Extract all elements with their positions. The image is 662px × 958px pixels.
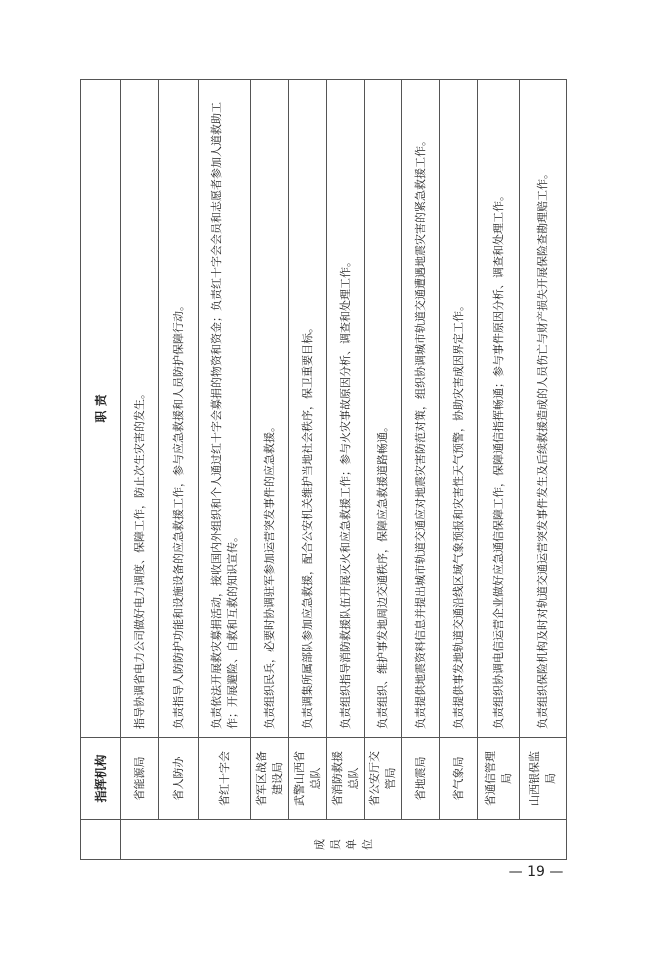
org-cell: 省军区战备建设局	[251, 738, 289, 820]
group-label-text: 成员单位	[312, 829, 374, 850]
table-row	[365, 80, 402, 860]
rotated-page	[80, 80, 563, 860]
table-row	[121, 80, 159, 860]
responsibility-table	[80, 79, 567, 860]
table-row	[520, 80, 567, 860]
table-header-row	[81, 80, 121, 860]
table-row	[289, 80, 327, 860]
responsibility-cell: 负责组织保险机构及时对轨道交通运营突发事件发生及后续救援造成的人员伤亡与财产损失开展保险查勘理赔工作。	[520, 80, 567, 738]
header-responsibility: 职 责	[81, 80, 121, 738]
header-org: 指挥机构	[81, 738, 121, 820]
header-blank	[81, 820, 121, 860]
member-units-label	[121, 820, 567, 860]
responsibility-cell: 负责组织民兵，必要时协调驻军参加运营突发事件的应急救援。	[251, 80, 289, 738]
org-cell: 山西银保监局	[520, 738, 567, 820]
org-cell: 省气象局	[440, 738, 478, 820]
org-cell: 省公安厅交管局	[365, 738, 402, 820]
table-row	[159, 80, 199, 860]
responsibility-cell: 负责组织协调电信运营企业做好应急通信保障工作，保障通信指挥畅通；参与事件原因分析、调查和处理工作。	[478, 80, 520, 738]
table-row	[402, 80, 440, 860]
org-cell: 省通信管理局	[478, 738, 520, 820]
responsibility-cell: 负责调集所属部队参加应急救援，配合公安机关维护当地社会秩序，保卫重要目标。	[289, 80, 327, 738]
responsibility-cell: 指导协调省电力公司做好电力调度、保障工作，防止次生灾害的发生。	[121, 80, 159, 738]
table-row	[478, 80, 520, 860]
table-row	[327, 80, 365, 860]
responsibility-cell: 负责组织、维护事发地周边交通秩序，保障应急救援道路畅通。	[365, 80, 402, 738]
org-cell: 武警山西省总队	[289, 738, 327, 820]
page-number: — 19 —	[508, 864, 564, 880]
org-cell: 省能源局	[121, 738, 159, 820]
org-cell: 省红十字会	[199, 738, 251, 820]
table-row	[440, 80, 478, 860]
org-cell: 省地震局	[402, 738, 440, 820]
table-row	[251, 80, 289, 860]
org-cell: 省人防办	[159, 738, 199, 820]
responsibility-cell: 负责提供地震资料信息并提出城市轨道交通应对地震灾害防范对策，组织协调城市轨道交通遭遇地震灾害的紧急救援工作。	[402, 80, 440, 738]
table-row	[199, 80, 251, 860]
responsibility-cell: 负责提供事发地轨道交通沿线区域气象预报和灾害性天气预警，协助灾害成因界定工作。	[440, 80, 478, 738]
responsibility-cell: 负责组织指导消防救援队伍开展灭火和应急救援工作；参与火灾事故原因分析、调查和处理工作。	[327, 80, 365, 738]
org-cell: 省消防救援总队	[327, 738, 365, 820]
responsibility-cell: 负责依法开展救灾募捐活动，接收国内外组织和个人通过红十字会募捐的物资和资金；负责红十字会会员和志愿者参加人道救助工作；开展避险、自救和互救的知识宣传。	[199, 80, 251, 738]
responsibility-cell: 负责指导人防防护功能和设施设备的应急救援工作，参与应急救援和人员防护保障行动。	[159, 80, 199, 738]
